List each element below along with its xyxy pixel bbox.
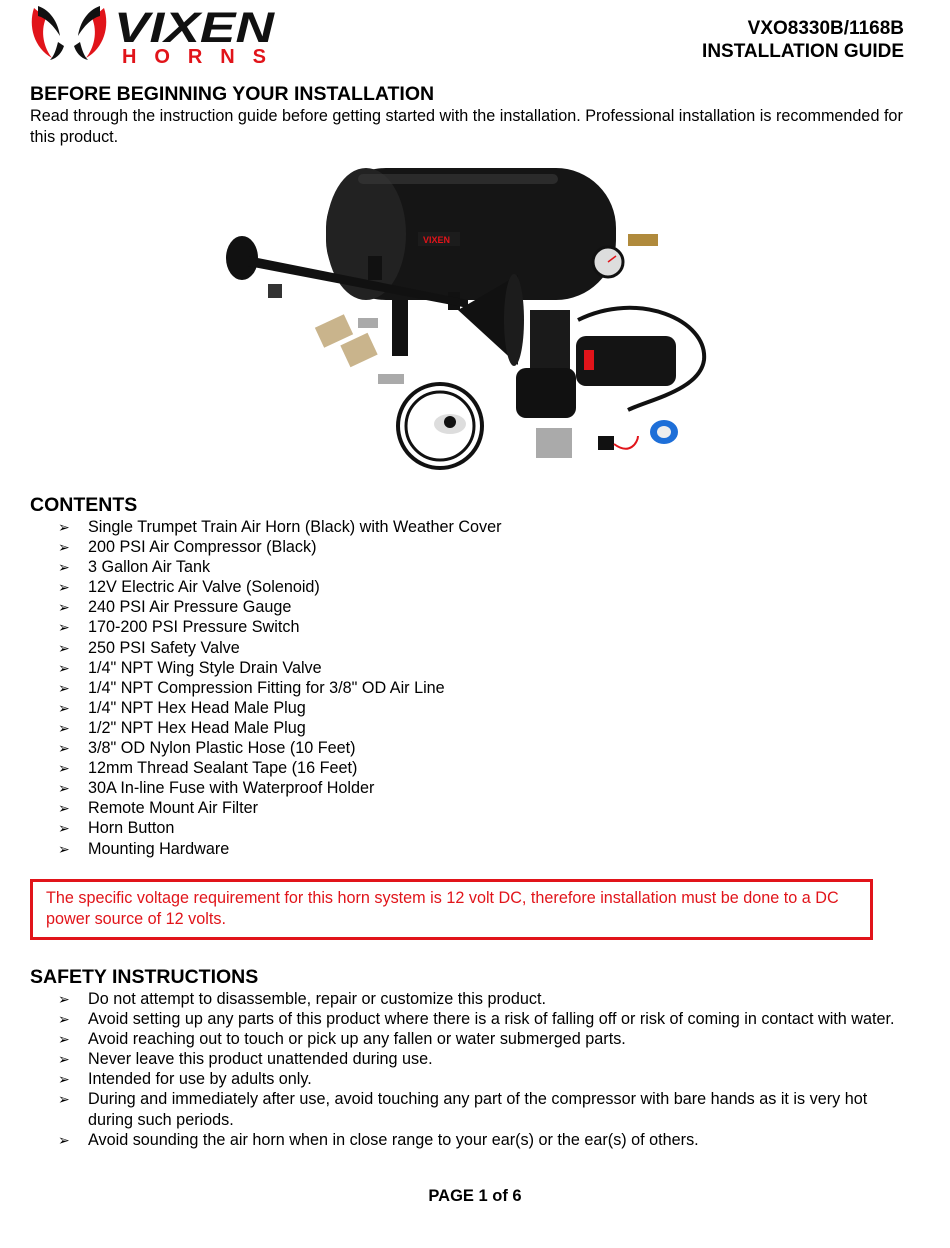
list-item: ➢ 1/4" NPT Wing Style Drain Valve — [58, 658, 322, 677]
arrow-bullet-icon: ➢ — [58, 579, 70, 596]
list-item: ➢ Intended for use by adults only. — [58, 1070, 312, 1089]
arrow-bullet-icon: ➢ — [58, 820, 70, 837]
arrow-bullet-icon: ➢ — [58, 719, 70, 736]
arrow-bullet-icon: ➢ — [58, 679, 70, 696]
model-number: VXO8330B/1168B — [747, 18, 904, 39]
arrow-bullet-icon: ➢ — [58, 1131, 70, 1148]
list-item: ➢ 3/8" OD Nylon Plastic Hose (10 Feet) — [58, 739, 356, 758]
arrow-bullet-icon: ➢ — [58, 991, 70, 1007]
list-item: ➢ Do not attempt to disassemble, repair or customize this product. — [58, 990, 546, 1008]
list-item: ➢ Horn Button — [58, 819, 175, 838]
arrow-bullet-icon: ➢ — [58, 559, 70, 576]
arrow-bullet-icon: ➢ — [58, 659, 70, 676]
safety-heading: SAFETY INSTRUCTIONS — [30, 966, 259, 988]
list-item: ➢ 30A In-line Fuse with Waterproof Holder — [58, 779, 375, 798]
contents-heading: CONTENTS — [30, 494, 138, 516]
contents-section — [30, 493, 910, 859]
list-item: ➢ 200 PSI Air Compressor (Black) — [58, 538, 317, 557]
horn-button-icon — [434, 414, 466, 434]
arrow-bullet-icon: ➢ — [58, 1011, 70, 1028]
product-image — [218, 160, 718, 478]
arrow-bullet-icon: ➢ — [58, 1031, 70, 1048]
list-item: ➢ Avoid reaching out to touch or pick up any fallen or water submerged parts. — [58, 1030, 626, 1049]
list-item: ➢ 170-200 PSI Pressure Switch — [58, 618, 300, 637]
list-item: ➢ 12V Electric Air Valve (Solenoid) — [58, 578, 320, 597]
safety-section — [30, 965, 910, 1150]
list-item: ➢ During and immediately after use, avoid touching any part of the compressor with bare hands as it is very hot during such periods. — [58, 1090, 868, 1129]
list-item: ➢ Avoid sounding the air horn when in close range to your ear(s) or the ear(s) of others. — [58, 1130, 699, 1149]
list-item: ➢ Avoid setting up any parts of this product where there is a risk of falling off or risk of coming in contact with water. — [58, 1010, 895, 1029]
arrow-bullet-icon: ➢ — [58, 599, 70, 616]
voltage-notice — [30, 879, 873, 940]
logo-text-horns: HORNS — [122, 46, 272, 66]
fox-ears-icon — [32, 6, 107, 60]
air-compressor — [516, 308, 704, 418]
arrow-bullet-icon: ➢ — [58, 760, 70, 777]
list-item: ➢ 3 Gallon Air Tank — [58, 558, 211, 577]
arrow-bullet-icon: ➢ — [58, 699, 70, 716]
list-item: ➢ 1/4" NPT Hex Head Male Plug — [58, 698, 306, 717]
arrow-bullet-icon: ➢ — [58, 619, 70, 636]
arrow-bullet-icon: ➢ — [58, 780, 70, 797]
brand-logo — [28, 2, 278, 66]
list-item: ➢ 12mm Thread Sealant Tape (16 Feet) — [58, 759, 358, 778]
list-item: ➢ Never leave this product unattended during use. — [58, 1050, 433, 1069]
arrow-bullet-icon: ➢ — [58, 800, 70, 817]
arrow-bullet-icon: ➢ — [58, 740, 70, 757]
arrow-bullet-icon: ➢ — [58, 1091, 70, 1108]
sealant-tape-icon — [650, 420, 678, 444]
list-item: ➢ 1/2" NPT Hex Head Male Plug — [58, 718, 306, 737]
arrow-bullet-icon: ➢ — [58, 1051, 70, 1068]
list-item: ➢ Mounting Hardware — [58, 839, 230, 858]
page-number: PAGE 1 of 6 — [428, 1187, 522, 1205]
list-item: ➢ 1/4" NPT Compression Fitting for 3/8" OD Air Line — [58, 678, 445, 697]
arrow-bullet-icon: ➢ — [58, 539, 70, 556]
arrow-bullet-icon: ➢ — [58, 519, 70, 535]
list-item: ➢ Remote Mount Air Filter — [58, 799, 259, 818]
list-item: ➢ 240 PSI Air Pressure Gauge — [58, 598, 292, 617]
list-item: ➢ Single Trumpet Train Air Horn (Black) with Weather Cover — [58, 518, 502, 536]
arrow-bullet-icon: ➢ — [58, 840, 70, 857]
before-heading: BEFORE BEGINNING YOUR INSTALLATION — [30, 83, 435, 105]
document-header — [702, 17, 904, 63]
arrow-bullet-icon: ➢ — [58, 639, 70, 656]
guide-title: INSTALLATION GUIDE — [702, 41, 904, 62]
tank-label: VIXEN — [423, 235, 451, 245]
before-section — [30, 82, 910, 147]
notice-text: The specific voltage requirement for this horn system is 12 volt DC, therefore installation must be done to a DC power source of 12 volts. — [46, 889, 839, 928]
contents-list — [30, 517, 910, 859]
before-text: Read through the instruction guide before getting started with the installation. Professional installation is recommended for this product. — [30, 107, 903, 146]
inline-fuse-icon — [598, 436, 638, 450]
safety-list — [30, 989, 910, 1150]
list-item: ➢ 250 PSI Safety Valve — [58, 638, 240, 657]
logo-text-vixen: VIXEN — [114, 4, 276, 52]
arrow-bullet-icon: ➢ — [58, 1071, 70, 1088]
